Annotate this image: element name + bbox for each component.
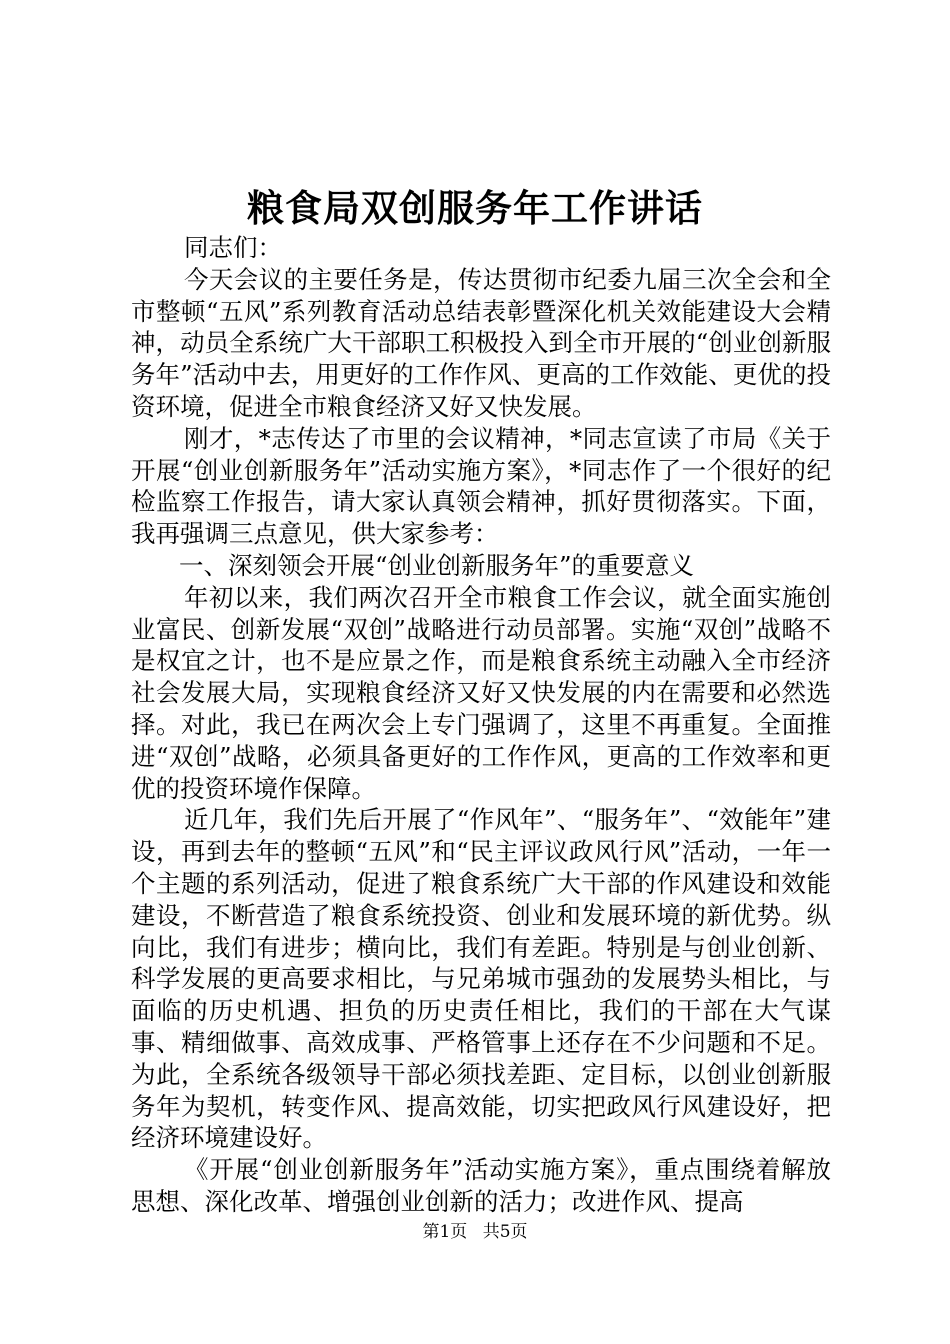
document-body (131, 232, 831, 1218)
page-footer (0, 1220, 950, 1244)
paragraph-section-2: 近几年，我们先后开展了“作风年”、“服务年”、“效能年”建设，再到去年的整顿“五风”和“民主评议政风行风”活动，一年一个主题的系列活动，促进了粮食系统广大干部的作风建设和效能建设，不断营造了粮食系统投资、创业和发展环境的新优势。纵向比，我们有进步；横向比，我们有差距。特别是与创业创新、科学发展的更高要求相比，与兄弟城市强劲的发展势头相比，与面临的历史机遇、担负的历史责任相比，我们的干部在大气谋事、精细做事、高效成事、严格管事上还存在不少问题和不足。为此，全系统各级领导干部必须找差距、定目标，以创业创新服务年为契机，转变作风、提高效能，切实把政风行风建设好，把经济环境建设好。 (131, 805, 831, 1153)
salutation: 同志们： (184, 233, 282, 262)
page-title: 粮食局双创服务年工作讲话 (247, 186, 703, 230)
page-number: 第1页 (422, 1222, 468, 1242)
paragraph-section-3: 《开展“创业创新服务年”活动实施方案》，重点围绕着解放思想、深化改革、增强创业创新的活力；改进作风、提高 (131, 1155, 831, 1216)
paragraph-summary: 刚才，*志传达了市里的会议精神，*同志宣读了市局《关于开展“创业创新服务年”活动实施方案》，*同志作了一个很好的纪检监察工作报告，请大家认真领会精神，抓好贯彻落实。下面，我再强调三点意见，供大家参考： (131, 423, 831, 549)
paragraph-section-1: 年初以来，我们两次召开全市粮食工作会议，就全面实施创业富民、创新发展“双创”战略进行动员部署。实施“双创”战略不是权宜之计，也不是应景之作，而是粮食系统主动融入全市经济社会发展大局，实现粮食经济又好又快发展的内在需要和必然选择。对此，我已在两次会上专门强调了，这里不再重复。全面推进“双创”战略，必须具备更好的工作作风，更高的工作效率和更优的投资环境作保障。 (131, 582, 831, 803)
page-total: 共5页 (482, 1222, 528, 1242)
paragraph-intro: 今天会议的主要任务是，传达贯彻市纪委九届三次全会和全市整顿“五风”系列教育活动总结表彰暨深化机关效能建设大会精神，动员全系统广大干部职工积极投入到全市开展的“创业创新服务年”活动中去，用更好的工作作风、更高的工作效能、更优的投资环境，促进全市粮食经济又好又快发展。 (131, 264, 831, 421)
section-heading: 一、深刻领会开展“创业创新服务年”的重要意义 (179, 550, 695, 580)
